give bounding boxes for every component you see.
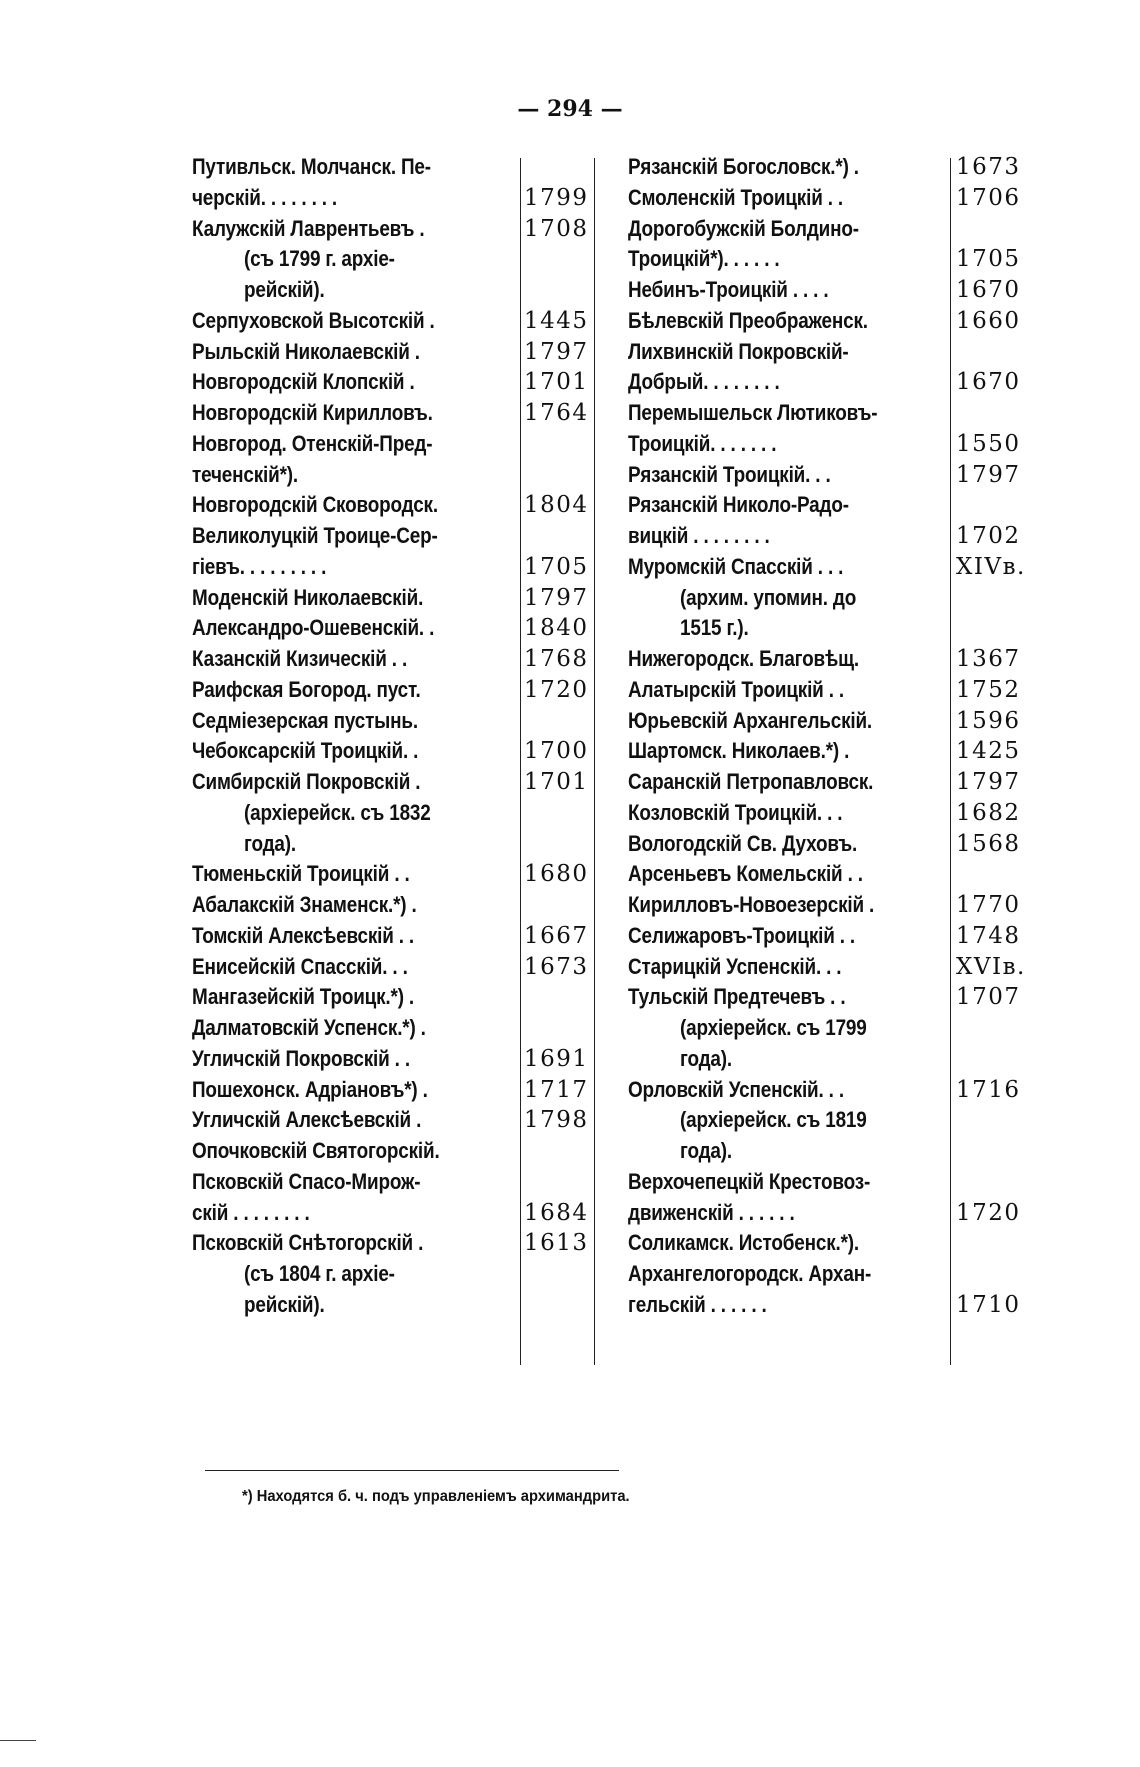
monastery-name: Шартомск. Николаев.*) .: [628, 738, 850, 764]
founding-year: 1708: [524, 215, 589, 242]
monastery-name: Троицкій*). . . . . .: [628, 246, 780, 272]
monastery-name: (архіерейск. съ 1799: [680, 1015, 867, 1040]
monastery-name: вицкій . . . . . . . .: [628, 523, 770, 548]
monastery-name: Рязанскій Троицкій. . .: [628, 461, 831, 487]
founding-year: 1797: [524, 584, 589, 611]
monastery-name: Архангелогородск. Архан-: [628, 1261, 872, 1286]
founding-year: 1717: [524, 1076, 589, 1103]
founding-year: 1804: [524, 492, 589, 519]
monastery-name: (архіерейск. съ 1832: [244, 799, 431, 825]
monastery-name: Нижегородск. Благовѣщ.: [628, 646, 859, 671]
monastery-name: Псковскій Спасо-Мирож-: [192, 1168, 421, 1194]
founding-year: 1667: [524, 922, 589, 949]
monastery-name: Рязанскій Богословск.*) .: [628, 154, 859, 179]
founding-year: 1748: [956, 922, 1021, 949]
founding-year: 1768: [524, 646, 589, 672]
founding-year: 1680: [524, 861, 589, 888]
founding-year: 1700: [524, 738, 589, 765]
monastery-name: Симбирскій Покровскій .: [192, 769, 421, 794]
monastery-name: Дорогобужскій Болдино-: [628, 215, 859, 241]
monastery-name: Новгородскій Клопскій .: [192, 369, 415, 395]
founding-year: 1682: [956, 799, 1021, 826]
founding-year: 1752: [956, 676, 1021, 703]
monastery-name: Раифская Богород. пуст.: [192, 676, 421, 702]
monastery-name: Александро-Ошевенскій. .: [192, 615, 435, 641]
monastery-name: движенскій . . . . . .: [628, 1199, 795, 1225]
founding-year: 1840: [524, 615, 589, 642]
left-column-border: [594, 158, 595, 1365]
founding-year: 1445: [524, 307, 589, 334]
founding-year: 1705: [524, 553, 589, 580]
founding-year: 1720: [524, 676, 589, 703]
founding-year: 1613: [524, 1230, 589, 1257]
bottom-edge-mark: [0, 1740, 36, 1741]
monastery-name: Казанскій Кизическій . .: [192, 646, 408, 671]
monastery-name: (съ 1804 г. архіе-: [244, 1261, 395, 1286]
monastery-name: рейскій).: [244, 1291, 325, 1317]
monastery-name: Смоленскій Троицкій . .: [628, 184, 843, 210]
monastery-name: Перемышельск Лютиковъ-: [628, 400, 878, 425]
footnote: *) Находятся б. ч. подъ управленіемъ архимандрита.: [242, 1488, 630, 1505]
monastery-name: скій . . . . . . . .: [192, 1199, 310, 1225]
founding-year: 1710: [956, 1291, 1021, 1318]
founding-year: 1764: [524, 400, 589, 426]
founding-year: 1596: [956, 707, 1021, 734]
founding-year: XIVв.: [956, 553, 1026, 580]
founding-year: 1684: [524, 1199, 589, 1226]
footnote-rule: [205, 1470, 619, 1471]
monastery-name: Далматовскій Успенск.*) .: [192, 1015, 426, 1040]
monastery-name: Угличскій Алексѣевскій .: [192, 1107, 422, 1133]
monastery-name: гіевъ. . . . . . . . .: [192, 553, 327, 579]
monastery-name: Старицкій Успенскій. . .: [628, 953, 842, 979]
monastery-name: Моденскій Николаевскій.: [192, 584, 424, 610]
monastery-name: Тюменьскій Троицкій . .: [192, 861, 410, 887]
monastery-name: (архим. упомин. до: [680, 584, 857, 610]
monastery-name: Псковскій Снѣтогорскій .: [192, 1230, 424, 1256]
monastery-name: Абалакскій Знаменск.*) .: [192, 892, 417, 917]
monastery-name: года).: [680, 1138, 733, 1163]
monastery-name: Соликамск. Истобенск.*).: [628, 1230, 860, 1256]
monastery-name: Добрый. . . . . . . .: [628, 369, 780, 395]
monastery-name: Путивльск. Молчанск. Пе-: [192, 154, 431, 179]
monastery-name: Тульскій Предтечевъ . .: [628, 984, 846, 1010]
monastery-name: года).: [244, 830, 297, 856]
founding-year: 1716: [956, 1076, 1021, 1103]
monastery-name: Рыльскій Николаевскій .: [192, 338, 420, 364]
monastery-name: (съ 1799 г. архіе-: [244, 246, 395, 272]
founding-year: 1425: [956, 738, 1021, 765]
founding-year: 1673: [524, 953, 589, 980]
monastery-name: Седміезерская пустынь.: [192, 707, 418, 733]
monastery-name: Новгородскій Кирилловъ.: [192, 400, 433, 425]
monastery-name: 1515 г.).: [680, 615, 749, 641]
founding-year: 1706: [956, 184, 1021, 211]
monastery-name: Чебоксарскій Троицкій. .: [192, 738, 419, 764]
monastery-name: черскій. . . . . . . .: [192, 184, 338, 210]
right-column: [628, 150, 1058, 1365]
monastery-name: Угличскій Покровскій . .: [192, 1045, 410, 1071]
founding-year: 1799: [524, 184, 589, 211]
monastery-name: Козловскій Троицкій. . .: [628, 799, 843, 825]
founding-year: XVIв.: [956, 953, 1026, 980]
monastery-name: Лихвинскій Покровскій-: [628, 338, 849, 364]
monastery-name: Мангазейскій Троицк.*) .: [192, 984, 415, 1010]
monastery-name: Пошехонск. Адріановъ*) .: [192, 1076, 428, 1102]
left-column-divider: [520, 158, 521, 1365]
founding-year: 1367: [956, 646, 1021, 672]
monastery-name: Юрьевскій Архангельскій.: [628, 707, 873, 733]
monastery-name: Великолуцкій Троице-Сер-: [192, 523, 438, 548]
monastery-name: Саранскій Петропавловск.: [628, 769, 874, 794]
founding-year: 1770: [956, 892, 1021, 918]
monastery-name: Рязанскій Николо-Радо-: [628, 492, 849, 518]
monastery-name: Небинъ-Троицкій . . . .: [628, 277, 829, 302]
monastery-name: рейскій).: [244, 277, 325, 302]
monastery-name: Новгородскій Сковородск.: [192, 492, 438, 518]
monastery-name: Орловскій Успенскій. . .: [628, 1076, 844, 1102]
founding-year: 1797: [524, 338, 589, 365]
monastery-name: Муромскій Спасскій . . .: [628, 553, 844, 579]
left-column: [192, 150, 594, 1365]
monastery-name: Арсеньевъ Комельскій . .: [628, 861, 863, 887]
monastery-name: Селижаровъ-Троицкій . .: [628, 922, 856, 948]
monastery-name: Калужскій Лаврентьевъ .: [192, 215, 425, 241]
founding-year: 1550: [956, 430, 1021, 457]
founding-year: 1701: [524, 369, 589, 396]
founding-year: 1568: [956, 830, 1021, 857]
founding-year: 1673: [956, 154, 1021, 180]
founding-year: 1707: [956, 984, 1021, 1011]
monastery-name: теченскій*).: [192, 461, 298, 487]
monastery-name: Томскій Алексѣевскій . .: [192, 922, 415, 948]
monastery-name: Троицкій. . . . . . .: [628, 430, 777, 456]
monastery-name: Вологодскій Св. Духовъ.: [628, 830, 858, 856]
right-column-divider: [950, 158, 951, 1365]
founding-year: 1797: [956, 461, 1021, 488]
monastery-name: Опочковскій Святогорскій.: [192, 1138, 440, 1163]
page-number: — 294 —: [517, 96, 623, 122]
founding-year: 1705: [956, 246, 1021, 273]
monastery-name: (архіерейск. съ 1819: [680, 1107, 867, 1133]
founding-year: 1702: [956, 523, 1021, 549]
founding-year: 1798: [524, 1107, 589, 1134]
founding-year: 1660: [956, 307, 1021, 334]
monastery-name: Енисейскій Спасскій. . .: [192, 953, 408, 979]
monastery-name: Серпуховской Высотскій .: [192, 307, 435, 333]
founding-year: 1701: [524, 769, 589, 795]
monastery-name: Верхочепецкій Крестовоз-: [628, 1168, 871, 1194]
founding-year: 1720: [956, 1199, 1021, 1226]
monastery-name: года).: [680, 1045, 733, 1071]
monastery-name: Бѣлевскій Преображенск.: [628, 307, 868, 333]
founding-year: 1670: [956, 277, 1021, 303]
monastery-name: Кирилловъ-Новоезерскій .: [628, 892, 875, 917]
monastery-name: Новгород. Отенскій-Пред-: [192, 430, 433, 456]
founding-year: 1670: [956, 369, 1021, 396]
monastery-name: Алатырскій Троицкій . .: [628, 676, 844, 702]
founding-year: 1691: [524, 1045, 589, 1072]
founding-year: 1797: [956, 769, 1021, 795]
monastery-name: гельскій . . . . . .: [628, 1291, 767, 1317]
